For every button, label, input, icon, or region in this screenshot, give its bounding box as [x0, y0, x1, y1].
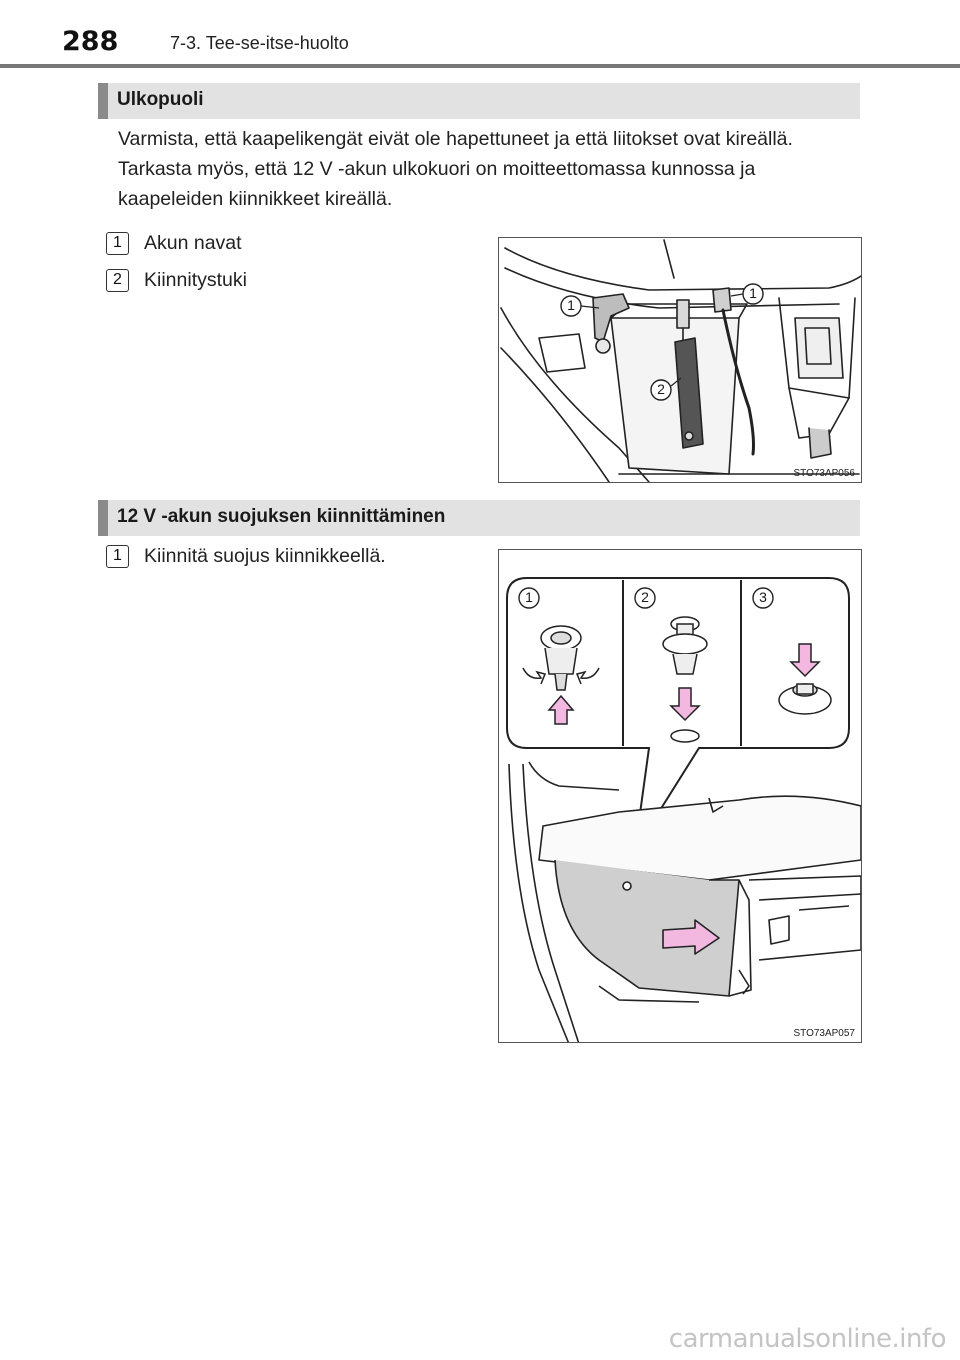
callout-1a: 1 — [567, 297, 575, 313]
item-number-badge: 2 — [106, 269, 129, 292]
cover-figure — [498, 549, 862, 1043]
section-header-cover — [98, 500, 860, 536]
inspection-paragraph: Varmista, että kaapelikengät eivät ole hapettuneet ja että liitokset ovat kireällä. Tarkasta myös, että 12 V -akun ulkokuori on moitteettomassa kunnossa ja kaapeleiden kiinnikkeet kireällä. — [118, 128, 793, 210]
step-label: Kiinnitä suojus kiinnikkeellä. — [144, 545, 386, 567]
callout-1b: 1 — [749, 285, 757, 301]
callout-clip-3: 3 — [759, 589, 767, 605]
page-number: 288 — [62, 26, 119, 57]
header-rule — [0, 64, 960, 68]
item-number-badge: 1 — [106, 232, 129, 255]
step-number-badge: 1 — [106, 545, 129, 568]
battery-illustration — [499, 238, 862, 483]
cover-illustration — [499, 550, 862, 1043]
callout-clip-1: 1 — [525, 589, 533, 605]
callout-clip-2: 2 — [641, 589, 649, 605]
item-label: Akun navat — [144, 232, 242, 254]
chapter-title: 7-3. Tee-se-itse-huolto — [170, 33, 349, 53]
figure-code: STO73AP056 — [793, 468, 855, 479]
section-title: Ulkopuoli — [117, 89, 204, 110]
figure-code: STO73AP057 — [793, 1028, 855, 1039]
watermark: carmanualsonline.info — [668, 1324, 946, 1354]
section-title: 12 V -akun suojuksen kiinnittäminen — [117, 506, 446, 527]
battery-figure — [498, 237, 862, 483]
callout-2: 2 — [657, 381, 665, 397]
section-header-exterior — [98, 83, 860, 119]
item-label: Kiinnitystuki — [144, 269, 247, 291]
